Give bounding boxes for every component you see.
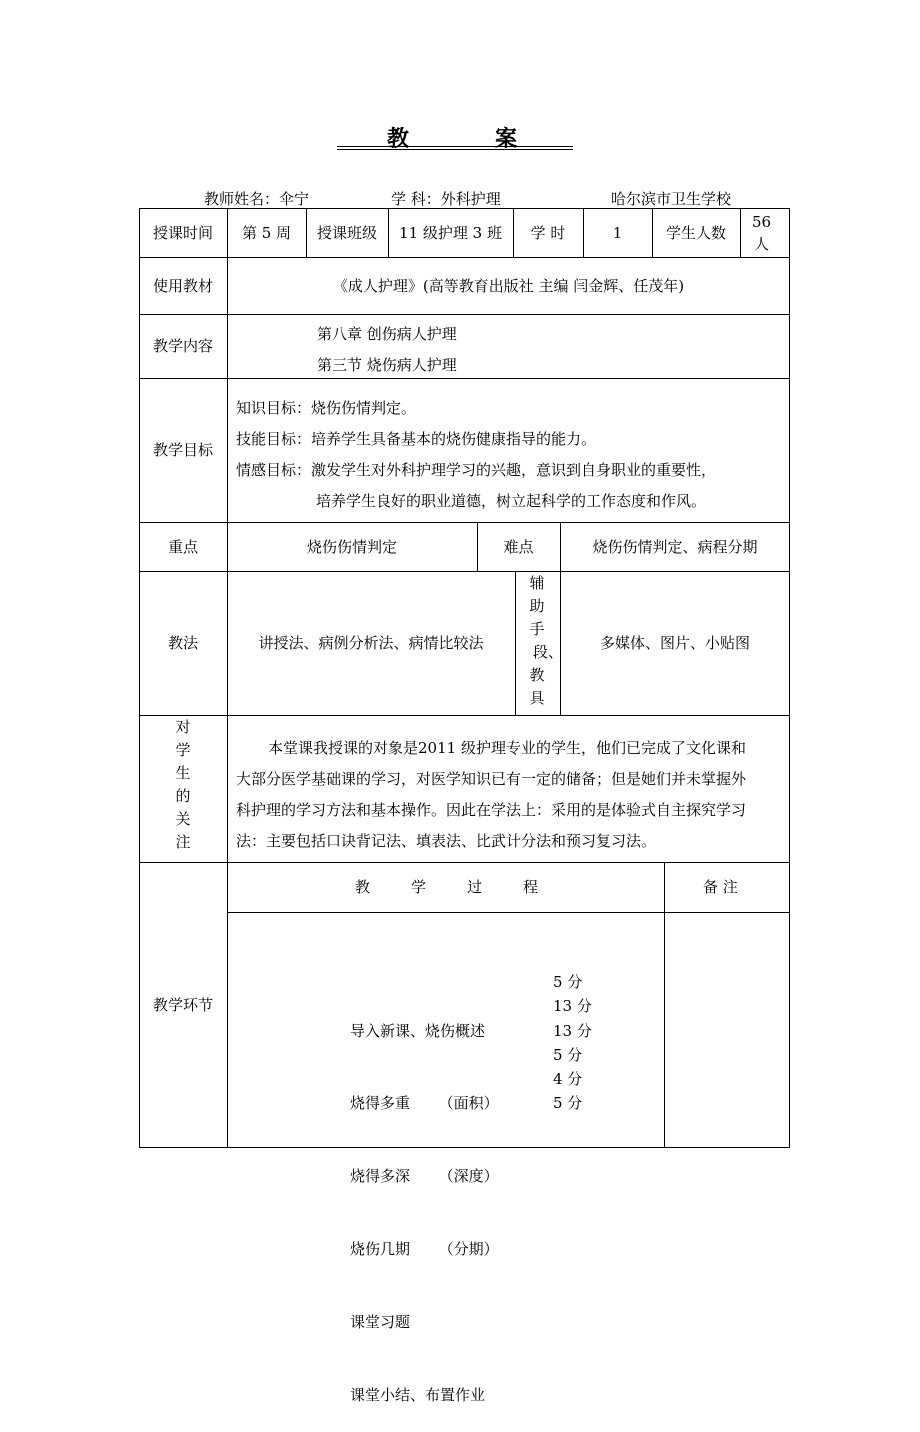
focus-line-4: 法：主要包括口诀背记法、填表法、比武计分法和预习复习法。 [236,832,657,850]
key-label: 重点 [167,537,198,556]
schedule-time: 5 分 [553,1094,583,1113]
content-label: 教学内容 [152,337,213,355]
aid-char: 具 [529,689,545,707]
textbook-label: 使用教材 [152,276,213,295]
focus-char: 关 [175,810,191,828]
row-divider [139,862,790,863]
time-label: 授课时间 [152,223,213,242]
schedule-item: 课堂习题 [350,1313,411,1332]
textbook-value: 《成人护理》(高等教育出版社 主编 闫金辉、任茂年) [332,276,685,295]
aid-char: 手 [529,620,545,638]
week-value: 第 5 周 [241,223,292,242]
hours-label: 学 时 [530,223,566,242]
title-char-2: 案 [495,127,518,152]
method-label: 教法 [167,634,198,652]
row-divider [139,715,790,716]
class-value: 11 级护理 3 班 [399,223,502,242]
focus-line-2: 大部分医学基础课的学习，对医学知识已有一定的储备；但是她们并未掌握外 [236,770,747,788]
content-chapter: 第八章 创伤病人护理 [317,325,457,343]
process-header-char: 过 [467,878,483,896]
focus-line-1: 本堂课我授课的对象是2011 级护理专业的学生，他们已完成了文化课和 [268,739,746,757]
process-header-char: 教 [355,878,371,896]
students-number: 56 [752,213,772,231]
schedule-item: 烧伤几期 （分期） [350,1240,499,1259]
school-name: 哈尔滨市卫生学校 [611,190,732,208]
focus-char: 的 [175,787,191,805]
focus-char: 生 [175,764,191,782]
difficulty-value: 烧伤伤情判定、病程分期 [592,537,758,556]
schedule-items [350,970,499,1432]
method-value: 讲授法、病例分析法、病情比较法 [258,634,484,652]
focus-char: 注 [175,833,191,851]
class-label: 授课班级 [316,223,377,242]
process-header-char: 程 [523,878,539,896]
content-section: 第三节 烧伤病人护理 [317,356,457,374]
schedule-time: 5 分 [553,973,583,991]
aid-char: 段、 [533,643,564,661]
teacher-name: 教师姓名：伞宁 [204,190,310,208]
process-label: 教学环节 [152,996,213,1014]
emotion-goal: 情感目标：激发学生对外科护理学习的兴趣，意识到自身职业的重要性， [236,461,717,479]
focus-line-3: 科护理的学习方法和基本操作。因此在学法上：采用的是体验式自主探究学习 [236,801,747,819]
schedule-times [553,970,592,1116]
aid-char: 教 [529,666,545,684]
skill-goal: 技能目标：培养学生具备基本的烧伤健康指导的能力。 [236,430,597,448]
aid-char: 辅 [529,574,545,592]
students-unit: 人 [754,235,770,253]
difficulty-label: 难点 [503,537,534,556]
goals-label: 教学目标 [152,441,213,459]
row-divider [139,314,790,315]
schedule-time: 5 分 [553,1045,583,1064]
schedule-time: 4 分 [553,1070,583,1089]
schedule-item: 烧得多深 （深度） [350,1167,499,1186]
focus-char: 对 [175,718,191,736]
schedule-time: 13 分 [553,997,592,1016]
aid-label [527,572,564,710]
aid-char: 助 [529,597,545,615]
aid-value: 多媒体、图片、小贴图 [599,634,750,652]
col-divider [515,571,516,715]
row-divider [139,378,790,379]
schedule-item: 导入新课、烧伤概述 [350,1021,486,1040]
schedule-item: 课堂小结、布置作业 [350,1386,486,1405]
emotion-goal-cont: 培养学生良好的职业道德，树立起科学的工作态度和作风。 [316,492,707,510]
notes-column-divider [664,862,665,1148]
title-underline [337,146,573,150]
process-header-divider [227,912,790,913]
focus-label [173,716,193,854]
subject: 学 科：外科护理 [391,190,501,208]
key-value: 烧伤伤情判定 [306,537,397,556]
hours-value: 1 [612,223,623,242]
notes-header: 备 注 [703,878,738,896]
process-header-char: 学 [411,878,427,896]
schedule-time: 13 分 [553,1021,592,1040]
knowledge-goal: 知识目标：烧伤伤情判定。 [236,399,417,417]
students-label: 学生人数 [665,223,726,242]
schedule-item: 烧得多重 （面积） [350,1094,499,1113]
focus-char: 学 [175,741,191,759]
title-char-1: 教 [387,127,410,152]
col-divider [740,208,741,257]
